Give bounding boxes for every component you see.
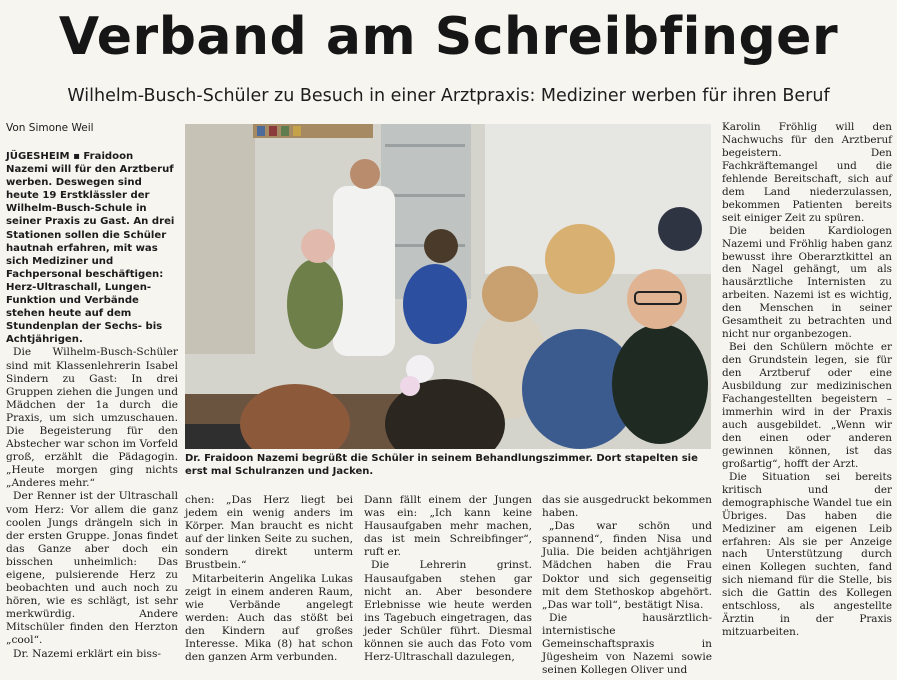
body-paragraph: Bei den Schülern möchte er den Grundstein legen, sie für den Arztberuf oder eine Ausbildung zur medizinischen Fachangestellten begeistern – immerhin wird in der Praxis auch ausgebildet. „Wenn wir den einen oder anderen gewinnen können, ist das großartig“, hofft der Arzt.	[722, 341, 892, 470]
body-paragraph: Der Renner ist der Ultraschall vom Herz: Vor allem die ganz coolen Jungs drängeln sich in der ersten Gruppe. Jonas findet das Ganze aber doch ein bisschen unheimlich: Das eigene, pulsierende Herz zu beobachten und auch noch zu hören, wie es schlägt, ist sehr merkwürdig. Andere Mitschüler finden den Herzton „cool“.	[6, 490, 178, 647]
page-subheadline: Wilhelm-Busch-Schüler zu Besuch in einer Arztpraxis: Mediziner werben für ihren Beruf	[67, 86, 830, 106]
body-paragraph: Dann fällt einem der Jungen was ein: „Ich kann keine Hausaufgaben mehr machen, das ist mein Schreibfinger“, ruft er.	[364, 494, 532, 559]
lead-paragraph	[6, 150, 178, 346]
lead-text: ▪ Fraidoon Nazemi will für den Arztberuf werben. Deswegen sind heute 19 Erstklässler der Wilhelm-Busch-Schule in seiner Praxis zu Gast. An drei Stationen sollen die Schüler hautnah erfahren, mit was sich Mediziner und Fachpersonal beschäftigen: Herz-Ultraschall, Lungen-Funktion und Verbände stehen heute auf dem Stundenplan der Sechs- bis Achtjährigen.	[6, 151, 175, 346]
column-1	[6, 150, 178, 661]
body-paragraph: „Das war schön und spannend“, finden Nisa und Julia. Die beiden achtjährigen Mädchen haben die Frau Doktor und sich gegenseitig mit dem Stethoskop abgehört. „Das war toll“, bestätigt Nisa.	[542, 520, 712, 611]
body-paragraph: Mitarbeiterin Angelika Lukas zeigt in einem anderen Raum, wie Verbände angelegt werden: Auch das stößt bei den Kindern auf großes Interesse. Mika (8) hat schon den ganzen Arm verbunden.	[185, 572, 353, 664]
page-headline: Verband am Schreibfinger	[58, 7, 839, 67]
body-paragraph: Dr. Nazemi erklärt ein biss-	[13, 647, 161, 660]
body-paragraph: Die Lehrerin grinst. Hausaufgaben stehen gar nicht an. Aber besondere Erlebnisse wie heute werden ins Tagebuch eingetragen, das jeder Schüler führt. Diesmal können sie auch das Foto vom Herz-Ultraschall dazulegen,	[364, 559, 532, 664]
article-photo	[185, 124, 711, 449]
byline: Von Simone Weil	[6, 122, 94, 134]
lead-location: JÜGESHEIM	[6, 151, 70, 162]
body-paragraph: Karolin Fröhlig will den Nachwuchs für den Arztberuf begeistern. Den Fachkräftemangel und die fehlende Bereitschaft, sich auf dem Land niederzulassen, bekommen Patienten bereits seit einiger Zeit zu spüren.	[722, 121, 892, 224]
photo-illustration	[185, 124, 711, 449]
body-paragraph: Die hausärztlich-internistische Gemeinschaftspraxis in Jügesheim von Nazemi sowie seinen Kollegen Oliver und	[542, 611, 712, 677]
body-paragraph: chen: „Das Herz liegt bei jedem ein wenig anders im Körper. Man braucht es nicht auf der linken Seite zu suchen, sondern direkt unterm Brustbein.“	[185, 494, 353, 572]
body-paragraph: Die Situation sei bereits kritisch und der demographische Wandel tue ein Übriges. Das haben die Mediziner am eigenen Leib erfahren: Als sie per Anzeige nach Unterstützung durch einen Kollegen suchten, fand sich niemand für die Stelle, bis sich die Gattin des Kollegen entschloss, als angestellte Ärztin in der Praxis mitzuarbeiten.	[722, 470, 892, 639]
column-2	[185, 494, 353, 664]
column-4	[542, 494, 712, 677]
body-paragraph: Die Wilhelm-Busch-Schüler sind mit Klassenlehrerin Isabel Sindern zu Gast: In drei Gruppen ziehen die Jungen und Mädchen der 1a durch die Praxis, um sich umzuschauen. Die Begeisterung für den Abstecher war schon im Vorfeld groß, erzählt die Pädagogin. „Heute morgen ging nichts „Anderes mehr.“	[6, 346, 178, 490]
body-paragraph: Die beiden Kardiologen Nazemi und Fröhlig haben ganz bewusst ihre Oberarztkittel an den Nagel gehängt, um als hausärztliche Internisten zu arbeiten. Nazemi ist es wichtig, den Menschen in seiner Gesamtheit zu betrachten und nicht nur organbezogen.	[722, 224, 892, 341]
body-paragraph: das sie ausgedruckt bekommen haben.	[542, 494, 712, 520]
column-3	[364, 494, 532, 664]
column-5	[722, 121, 892, 639]
photo-caption: Dr. Fraidoon Nazemi begrüßt die Schüler in seinem Behandlungszimmer. Dort stapelten sie erst mal Schulranzen und Jacken.	[185, 453, 698, 477]
